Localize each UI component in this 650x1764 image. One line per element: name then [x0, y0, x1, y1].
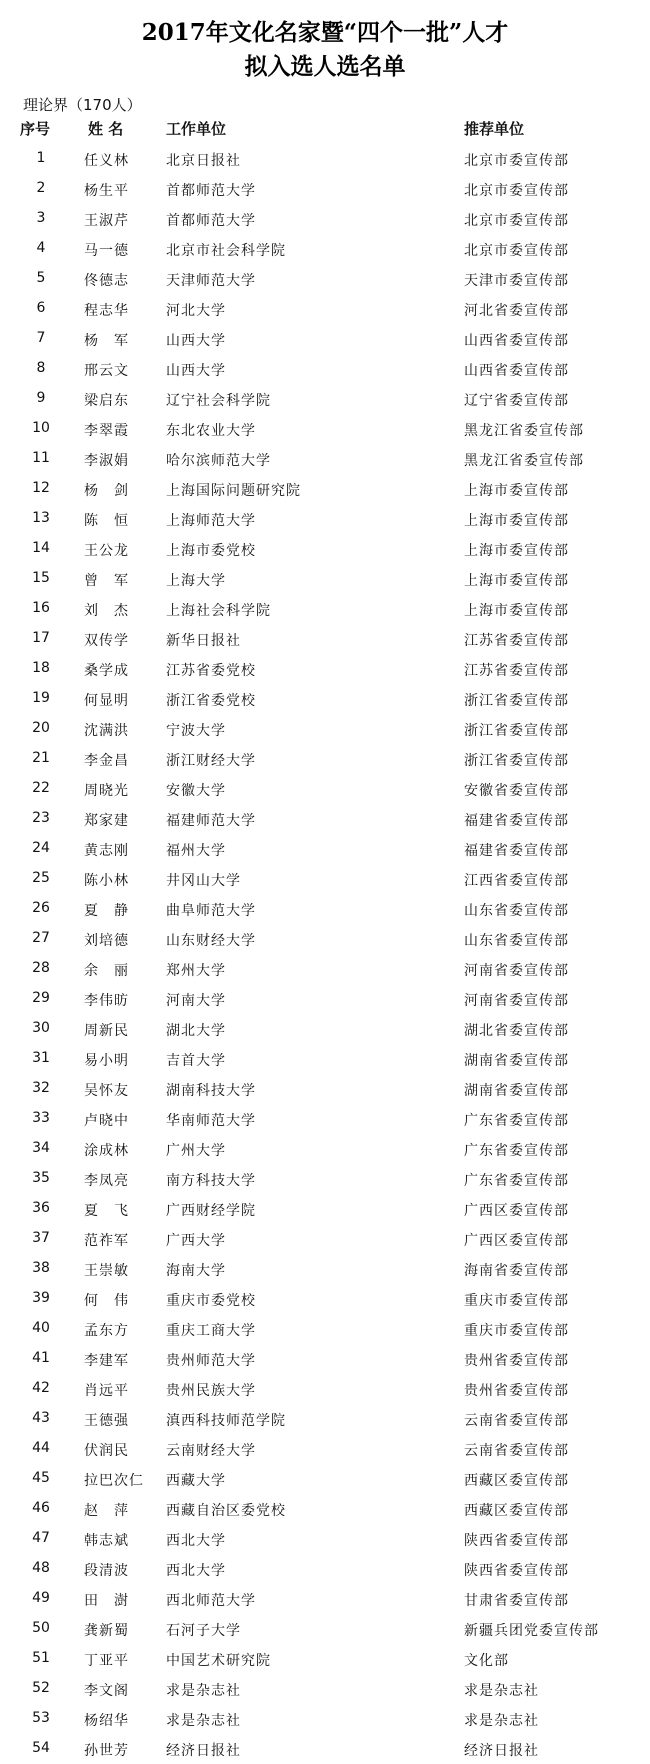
- row-number: 49: [32, 1590, 50, 1606]
- table-row: [0, 774, 650, 804]
- row-number: 41: [32, 1350, 50, 1366]
- row-number: 45: [32, 1470, 50, 1486]
- row-name: 邢云文: [84, 363, 129, 379]
- row-name: 何 伟: [84, 1293, 129, 1309]
- row-name: 杨 剑: [84, 483, 129, 499]
- row-name: 段清波: [84, 1563, 129, 1579]
- table-row: [0, 1524, 650, 1554]
- row-name: 余 丽: [84, 963, 129, 979]
- row-recommender: 浙江省委宣传部: [464, 693, 569, 709]
- table-row: [0, 1014, 650, 1044]
- row-number: 2: [36, 180, 46, 196]
- row-name: 韩志斌: [84, 1533, 129, 1549]
- table-row: [0, 294, 650, 324]
- row-recommender: 山东省委宣传部: [464, 903, 569, 919]
- table-row: [0, 204, 650, 234]
- row-recommender: 河北省委宣传部: [464, 303, 569, 319]
- row-name: 程志华: [84, 303, 129, 319]
- row-name: 涂成林: [84, 1143, 129, 1159]
- row-recommender: 上海市委宣传部: [464, 603, 569, 619]
- row-work-unit: 北京日报社: [166, 153, 241, 169]
- row-number: 52: [32, 1680, 50, 1696]
- table-row: [0, 684, 650, 714]
- row-name: 孟东方: [84, 1323, 129, 1339]
- row-number: 23: [32, 810, 50, 826]
- row-work-unit: 山西大学: [166, 333, 226, 349]
- row-name: 沈满洪: [84, 723, 129, 739]
- row-name: 龚新蜀: [84, 1623, 129, 1639]
- row-recommender: 上海市委宣传部: [464, 573, 569, 589]
- row-number: 34: [32, 1140, 50, 1156]
- row-work-unit: 哈尔滨师范大学: [166, 453, 271, 469]
- row-work-unit: 西藏自治区委党校: [166, 1503, 286, 1519]
- row-name: 曾 军: [84, 573, 129, 589]
- row-number: 32: [32, 1080, 50, 1096]
- row-recommender: 上海市委宣传部: [464, 543, 569, 559]
- table-row: [0, 444, 650, 474]
- row-number: 9: [36, 390, 46, 406]
- table-row: [0, 804, 650, 834]
- row-work-unit: 新华日报社: [166, 633, 241, 649]
- row-work-unit: 天津师范大学: [166, 273, 256, 289]
- table-row: [0, 834, 650, 864]
- row-name: 王崇敏: [84, 1263, 129, 1279]
- row-number: 39: [32, 1290, 50, 1306]
- row-work-unit: 滇西科技师范学院: [166, 1413, 286, 1429]
- table-row: [0, 324, 650, 354]
- row-recommender: 广东省委宣传部: [464, 1143, 569, 1159]
- row-number: 30: [32, 1020, 50, 1036]
- row-name: 卢晓中: [84, 1113, 129, 1129]
- page-subtitle: 拟入选人选名单: [244, 53, 406, 80]
- row-work-unit: 山东财经大学: [166, 933, 256, 949]
- row-name: 李凤亮: [84, 1173, 129, 1189]
- table-row: [0, 1314, 650, 1344]
- row-name: 吴怀友: [84, 1083, 129, 1099]
- row-number: 14: [32, 540, 50, 556]
- row-recommender: 北京市委宣传部: [464, 153, 569, 169]
- row-number: 13: [32, 510, 50, 526]
- table-row: [0, 1584, 650, 1614]
- row-work-unit: 郑州大学: [166, 963, 226, 979]
- row-name: 杨 军: [84, 333, 129, 349]
- row-number: 22: [32, 780, 50, 796]
- row-work-unit: 华南师范大学: [166, 1113, 256, 1129]
- row-recommender: 河南省委宣传部: [464, 963, 569, 979]
- table-row: [0, 144, 650, 174]
- row-recommender: 广西区委宣传部: [464, 1203, 569, 1219]
- table-row: [0, 1104, 650, 1134]
- row-recommender: 北京市委宣传部: [464, 213, 569, 229]
- row-recommender: 上海市委宣传部: [464, 483, 569, 499]
- table-row: [0, 1614, 650, 1644]
- row-recommender: 重庆市委宣传部: [464, 1323, 569, 1339]
- row-recommender: 浙江省委宣传部: [464, 723, 569, 739]
- table-row: [0, 1404, 650, 1434]
- row-work-unit: 宁波大学: [166, 723, 226, 739]
- row-recommender: 河南省委宣传部: [464, 993, 569, 1009]
- row-work-unit: 上海师范大学: [166, 513, 256, 529]
- row-recommender: 北京市委宣传部: [464, 243, 569, 259]
- row-work-unit: 福州大学: [166, 843, 226, 859]
- row-work-unit: 重庆市委党校: [166, 1293, 256, 1309]
- row-number: 15: [32, 570, 50, 586]
- row-name: 李翠霞: [84, 423, 129, 439]
- row-recommender: 山东省委宣传部: [464, 933, 569, 949]
- row-work-unit: 河南大学: [166, 993, 226, 1009]
- row-recommender: 辽宁省委宣传部: [464, 393, 569, 409]
- row-name: 马一德: [84, 243, 129, 259]
- row-number: 17: [32, 630, 50, 646]
- row-recommender: 云南省委宣传部: [464, 1413, 569, 1429]
- row-name: 王公龙: [84, 543, 129, 559]
- row-number: 40: [32, 1320, 50, 1336]
- row-work-unit: 浙江财经大学: [166, 753, 256, 769]
- table-row: [0, 1554, 650, 1584]
- row-number: 20: [32, 720, 50, 736]
- row-work-unit: 广西财经学院: [166, 1203, 256, 1219]
- row-recommender: 云南省委宣传部: [464, 1443, 569, 1459]
- table-row: [0, 1164, 650, 1194]
- row-number: 48: [32, 1560, 50, 1576]
- row-work-unit: 求是杂志社: [166, 1683, 241, 1699]
- table-row: [0, 1374, 650, 1404]
- table-row: [0, 1224, 650, 1254]
- table-row: [0, 504, 650, 534]
- row-name: 王德强: [84, 1413, 129, 1429]
- row-recommender: 文化部: [464, 1653, 509, 1669]
- table-row: [0, 1434, 650, 1464]
- row-work-unit: 求是杂志社: [166, 1713, 241, 1729]
- row-recommender: 陕西省委宣传部: [464, 1533, 569, 1549]
- row-recommender: 求是杂志社: [464, 1713, 539, 1729]
- row-recommender: 陕西省委宣传部: [464, 1563, 569, 1579]
- table-row: [0, 534, 650, 564]
- row-number: 44: [32, 1440, 50, 1456]
- row-number: 25: [32, 870, 50, 886]
- row-number: 7: [36, 330, 46, 346]
- row-work-unit: 云南财经大学: [166, 1443, 256, 1459]
- row-name: 李文阁: [84, 1683, 129, 1699]
- row-work-unit: 西北大学: [166, 1563, 226, 1579]
- table-row: [0, 894, 650, 924]
- row-number: 54: [32, 1740, 50, 1756]
- row-name: 田 澍: [84, 1593, 129, 1609]
- row-name: 夏 静: [84, 903, 129, 919]
- row-number: 8: [36, 360, 46, 376]
- row-recommender: 湖南省委宣传部: [464, 1053, 569, 1069]
- row-recommender: 新疆兵团党委宣传部: [464, 1623, 599, 1639]
- table-row: [0, 954, 650, 984]
- row-work-unit: 河北大学: [166, 303, 226, 319]
- table-row: [0, 1644, 650, 1674]
- table-row: [0, 624, 650, 654]
- table-row: [0, 714, 650, 744]
- nominee-table: [0, 144, 650, 1764]
- row-name: 陈小林: [84, 873, 129, 889]
- row-work-unit: 西北师范大学: [166, 1593, 256, 1609]
- row-name: 刘 杰: [84, 603, 129, 619]
- row-work-unit: 浙江省委党校: [166, 693, 256, 709]
- row-number: 4: [36, 240, 46, 256]
- row-name: 李伟昉: [84, 993, 129, 1009]
- table-row: [0, 1674, 650, 1704]
- row-recommender: 江苏省委宣传部: [464, 633, 569, 649]
- row-recommender: 上海市委宣传部: [464, 513, 569, 529]
- row-name: 伏润民: [84, 1443, 129, 1459]
- row-recommender: 甘肃省委宣传部: [464, 1593, 569, 1609]
- row-name: 黄志刚: [84, 843, 129, 859]
- row-recommender: 湖南省委宣传部: [464, 1083, 569, 1099]
- row-recommender: 求是杂志社: [464, 1683, 539, 1699]
- row-name: 丁亚平: [84, 1653, 129, 1669]
- row-work-unit: 上海大学: [166, 573, 226, 589]
- row-name: 陈 恒: [84, 513, 129, 529]
- row-recommender: 山西省委宣传部: [464, 333, 569, 349]
- row-number: 11: [32, 450, 50, 466]
- table-row: [0, 864, 650, 894]
- row-number: 3: [36, 210, 46, 226]
- row-name: 赵 萍: [84, 1503, 129, 1519]
- row-recommender: 湖北省委宣传部: [464, 1023, 569, 1039]
- row-number: 10: [32, 420, 50, 436]
- row-work-unit: 首都师范大学: [166, 183, 256, 199]
- row-recommender: 经济日报社: [464, 1743, 539, 1759]
- row-work-unit: 江苏省委党校: [166, 663, 256, 679]
- row-name: 杨生平: [84, 183, 129, 199]
- row-name: 拉巴次仁: [84, 1473, 144, 1489]
- row-number: 1: [36, 150, 46, 166]
- row-name: 郑家建: [84, 813, 129, 829]
- table-row: [0, 1194, 650, 1224]
- row-work-unit: 福建师范大学: [166, 813, 256, 829]
- table-row: [0, 984, 650, 1014]
- table-row: [0, 1704, 650, 1734]
- row-number: 21: [32, 750, 50, 766]
- row-number: 33: [32, 1110, 50, 1126]
- row-work-unit: 山西大学: [166, 363, 226, 379]
- row-work-unit: 重庆工商大学: [166, 1323, 256, 1339]
- column-header-name: 姓 名: [88, 120, 124, 138]
- row-recommender: 天津市委宣传部: [464, 273, 569, 289]
- table-row: [0, 1344, 650, 1374]
- row-work-unit: 石河子大学: [166, 1623, 241, 1639]
- row-name: 夏 飞: [84, 1203, 129, 1219]
- row-name: 孙世芳: [84, 1743, 129, 1759]
- row-work-unit: 曲阜师范大学: [166, 903, 256, 919]
- row-number: 51: [32, 1650, 50, 1666]
- row-recommender: 山西省委宣传部: [464, 363, 569, 379]
- row-number: 47: [32, 1530, 50, 1546]
- table-row: [0, 1464, 650, 1494]
- category-label: 理论界（170人）: [23, 96, 142, 114]
- row-work-unit: 经济日报社: [166, 1743, 241, 1759]
- row-recommender: 浙江省委宣传部: [464, 753, 569, 769]
- row-work-unit: 中国艺术研究院: [166, 1653, 271, 1669]
- table-row: [0, 924, 650, 954]
- row-name: 李淑娟: [84, 453, 129, 469]
- row-recommender: 西藏区委宣传部: [464, 1473, 569, 1489]
- row-work-unit: 南方科技大学: [166, 1173, 256, 1189]
- row-name: 李金昌: [84, 753, 129, 769]
- row-name: 双传学: [84, 633, 129, 649]
- row-number: 46: [32, 1500, 50, 1516]
- row-name: 易小明: [84, 1053, 129, 1069]
- row-number: 18: [32, 660, 50, 676]
- row-number: 28: [32, 960, 50, 976]
- table-row: [0, 1734, 650, 1764]
- row-work-unit: 广州大学: [166, 1143, 226, 1159]
- row-work-unit: 西藏大学: [166, 1473, 226, 1489]
- row-recommender: 海南省委宣传部: [464, 1263, 569, 1279]
- row-work-unit: 上海国际问题研究院: [166, 483, 301, 499]
- table-row: [0, 1494, 650, 1524]
- row-recommender: 黑龙江省委宣传部: [464, 423, 584, 439]
- row-work-unit: 首都师范大学: [166, 213, 256, 229]
- row-recommender: 江西省委宣传部: [464, 873, 569, 889]
- row-name: 范祚军: [84, 1233, 129, 1249]
- row-name: 王淑芹: [84, 213, 129, 229]
- table-row: [0, 234, 650, 264]
- row-recommender: 贵州省委宣传部: [464, 1383, 569, 1399]
- row-work-unit: 东北农业大学: [166, 423, 256, 439]
- column-header-no: 序号: [20, 120, 51, 138]
- row-recommender: 广东省委宣传部: [464, 1113, 569, 1129]
- row-recommender: 江苏省委宣传部: [464, 663, 569, 679]
- row-work-unit: 西北大学: [166, 1533, 226, 1549]
- row-recommender: 黑龙江省委宣传部: [464, 453, 584, 469]
- row-name: 李建军: [84, 1353, 129, 1369]
- row-number: 36: [32, 1200, 50, 1216]
- row-recommender: 重庆市委宣传部: [464, 1293, 569, 1309]
- row-work-unit: 上海市委党校: [166, 543, 256, 559]
- table-row: [0, 414, 650, 444]
- table-row: [0, 1134, 650, 1164]
- row-number: 27: [32, 930, 50, 946]
- row-number: 50: [32, 1620, 50, 1636]
- row-number: 26: [32, 900, 50, 916]
- row-number: 6: [36, 300, 46, 316]
- row-work-unit: 海南大学: [166, 1263, 226, 1279]
- table-row: [0, 384, 650, 414]
- row-name: 周新民: [84, 1023, 129, 1039]
- row-number: 19: [32, 690, 50, 706]
- row-name: 桑学成: [84, 663, 129, 679]
- row-work-unit: 辽宁社会科学院: [166, 393, 271, 409]
- row-number: 12: [32, 480, 50, 496]
- row-recommender: 贵州省委宣传部: [464, 1353, 569, 1369]
- row-work-unit: 湖南科技大学: [166, 1083, 256, 1099]
- row-name: 肖远平: [84, 1383, 129, 1399]
- column-header-unit: 工作单位: [166, 120, 227, 138]
- table-row: [0, 564, 650, 594]
- row-recommender: 福建省委宣传部: [464, 843, 569, 859]
- row-number: 5: [36, 270, 46, 286]
- row-work-unit: 湖北大学: [166, 1023, 226, 1039]
- row-number: 35: [32, 1170, 50, 1186]
- row-recommender: 西藏区委宣传部: [464, 1503, 569, 1519]
- row-name: 何显明: [84, 693, 129, 709]
- table-row: [0, 174, 650, 204]
- row-number: 31: [32, 1050, 50, 1066]
- row-name: 佟德志: [84, 273, 129, 289]
- row-number: 38: [32, 1260, 50, 1276]
- row-recommender: 安徽省委宣传部: [464, 783, 569, 799]
- page-title: 2017年文化名家暨“四个一批”人才: [141, 19, 509, 46]
- table-row: [0, 264, 650, 294]
- row-work-unit: 吉首大学: [166, 1053, 226, 1069]
- table-row: [0, 354, 650, 384]
- row-number: 29: [32, 990, 50, 1006]
- row-recommender: 广西区委宣传部: [464, 1233, 569, 1249]
- row-number: 24: [32, 840, 50, 856]
- row-name: 任义林: [84, 153, 129, 169]
- row-work-unit: 井冈山大学: [166, 873, 241, 889]
- column-header-recommender: 推荐单位: [464, 120, 525, 138]
- table-row: [0, 1074, 650, 1104]
- row-work-unit: 广西大学: [166, 1233, 226, 1249]
- row-number: 16: [32, 600, 50, 616]
- row-name: 刘培德: [84, 933, 129, 949]
- table-row: [0, 594, 650, 624]
- row-work-unit: 北京市社会科学院: [166, 243, 286, 259]
- table-row: [0, 1044, 650, 1074]
- row-recommender: 福建省委宣传部: [464, 813, 569, 829]
- row-recommender: 广东省委宣传部: [464, 1173, 569, 1189]
- table-row: [0, 654, 650, 684]
- row-number: 53: [32, 1710, 50, 1726]
- row-recommender: 北京市委宣传部: [464, 183, 569, 199]
- row-number: 43: [32, 1410, 50, 1426]
- row-work-unit: 贵州民族大学: [166, 1383, 256, 1399]
- row-name: 周晓光: [84, 783, 129, 799]
- table-row: [0, 474, 650, 504]
- row-work-unit: 安徽大学: [166, 783, 226, 799]
- table-row: [0, 744, 650, 774]
- row-number: 42: [32, 1380, 50, 1396]
- row-number: 37: [32, 1230, 50, 1246]
- row-name: 梁启东: [84, 393, 129, 409]
- row-work-unit: 贵州师范大学: [166, 1353, 256, 1369]
- row-work-unit: 上海社会科学院: [166, 603, 271, 619]
- table-row: [0, 1284, 650, 1314]
- row-name: 杨绍华: [84, 1713, 129, 1729]
- table-row: [0, 1254, 650, 1284]
